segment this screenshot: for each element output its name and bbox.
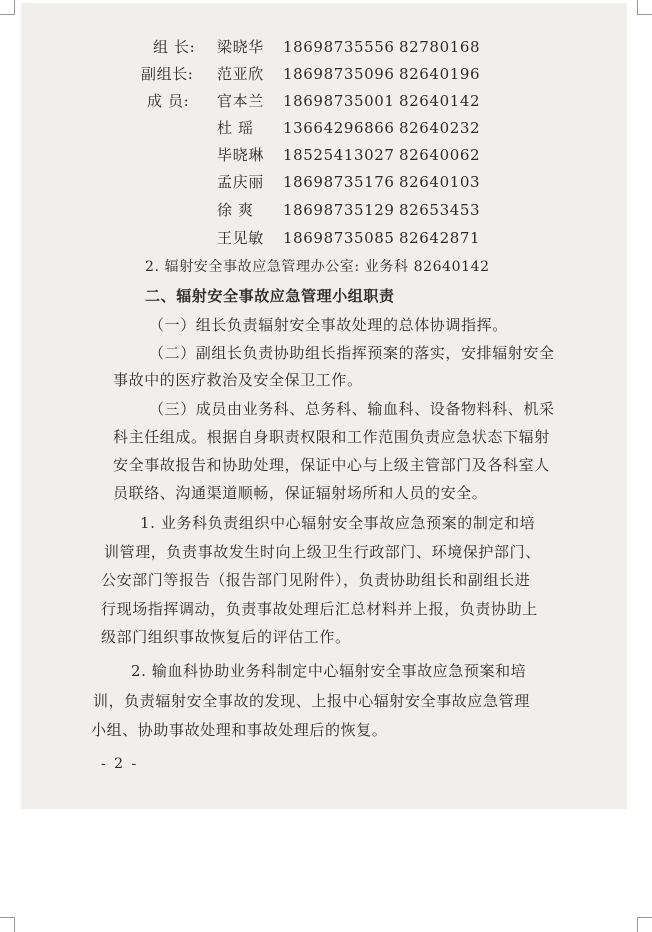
scanned-document <box>21 3 627 809</box>
member-phone: 82640232 <box>399 119 481 137</box>
member-name: 孟庆丽 <box>217 173 264 191</box>
member-mobile: 18698735176 <box>283 173 395 191</box>
member-phone: 82640103 <box>399 173 481 191</box>
member-phone: 82780168 <box>399 38 481 56</box>
page-number: - 2 - <box>101 756 139 772</box>
member-name: 毕晓琳 <box>217 146 264 164</box>
member-name: 王见敏 <box>217 229 264 247</box>
crop-mark <box>637 0 652 15</box>
paragraph-line: 级部门组织事故恢复后的评估工作。 <box>101 628 351 646</box>
member-name: 范亚欣 <box>217 65 264 83</box>
member-mobile: 18698735556 <box>283 38 395 56</box>
member-mobile: 18698735096 <box>283 65 395 83</box>
paragraph-line: 2. 输血科协助业务科制定中心辐射安全事故应急预案和培 <box>131 662 527 680</box>
crop-mark <box>0 0 15 15</box>
member-name: 官本兰 <box>217 92 264 110</box>
section-heading: 二、辐射安全事故应急管理小组职责 <box>145 287 395 305</box>
crop-mark <box>0 917 15 932</box>
member-name: 徐 爽 <box>217 201 254 219</box>
member-name: 梁晓华 <box>217 38 264 56</box>
crop-mark <box>637 917 652 932</box>
paragraph-line: 1. 业务科负责组织中心辐射安全事故应急预案的制定和培 <box>140 514 536 532</box>
paragraph-line: 行现场指挥调动，负责事故处理后汇总材料并上报，负责协助上 <box>101 600 538 618</box>
paragraph-line: （一）组长负责辐射安全事故处理的总体协调指挥。 <box>149 316 508 334</box>
paragraph-line: 训，负责辐射安全事故的发现、上报中心辐射安全事故应急管理 <box>93 692 530 710</box>
member-mobile: 13664296866 <box>283 119 395 137</box>
paragraph-line: 训管理，负责事故发生时向上级卫生行政部门、环境保护部门、 <box>104 543 541 561</box>
paragraph-line: （二）副组长负责协助组长指挥预案的落实，安排辐射安全 <box>149 344 555 362</box>
member-mobile: 18698735001 <box>283 92 395 110</box>
member-phone: 82642871 <box>399 229 481 247</box>
paragraph-line: 小组、协助事故处理和事故处理后的恢复。 <box>91 721 388 739</box>
member-role: 组 长: <box>153 38 196 56</box>
member-phone: 82653453 <box>399 201 481 219</box>
member-name: 杜 瑶 <box>217 119 254 137</box>
member-role: 副组长: <box>141 65 194 83</box>
paragraph-line: 安全事故报告和协助处理，保证中心与上级主管部门及各科室人 <box>113 456 550 474</box>
paragraph-line: （三）成员由业务科、总务科、输血科、设备物料科、机采 <box>149 400 555 418</box>
paragraph-line: 公安部门等报告（报告部门见附件），负责协助组长和副组长进 <box>101 571 531 589</box>
office-line: 2. 辐射安全事故应急管理办公室: 业务科 82640142 <box>145 259 490 275</box>
member-mobile: 18525413027 <box>283 146 395 164</box>
member-mobile: 18698735085 <box>283 229 395 247</box>
paragraph-line: 科主任组成。根据自身职责权限和工作范围负责应急状态下辐射 <box>113 428 550 446</box>
member-phone: 82640142 <box>399 92 481 110</box>
paragraph-line: 事故中的医疗救治及安全保卫工作。 <box>113 371 363 389</box>
member-role: 成 员: <box>147 92 190 110</box>
member-mobile: 18698735129 <box>283 201 395 219</box>
paragraph-line: 员联络、沟通渠道顺畅，保证辐射场所和人员的安全。 <box>113 484 488 502</box>
member-phone: 82640196 <box>399 65 481 83</box>
member-phone: 82640062 <box>399 146 481 164</box>
